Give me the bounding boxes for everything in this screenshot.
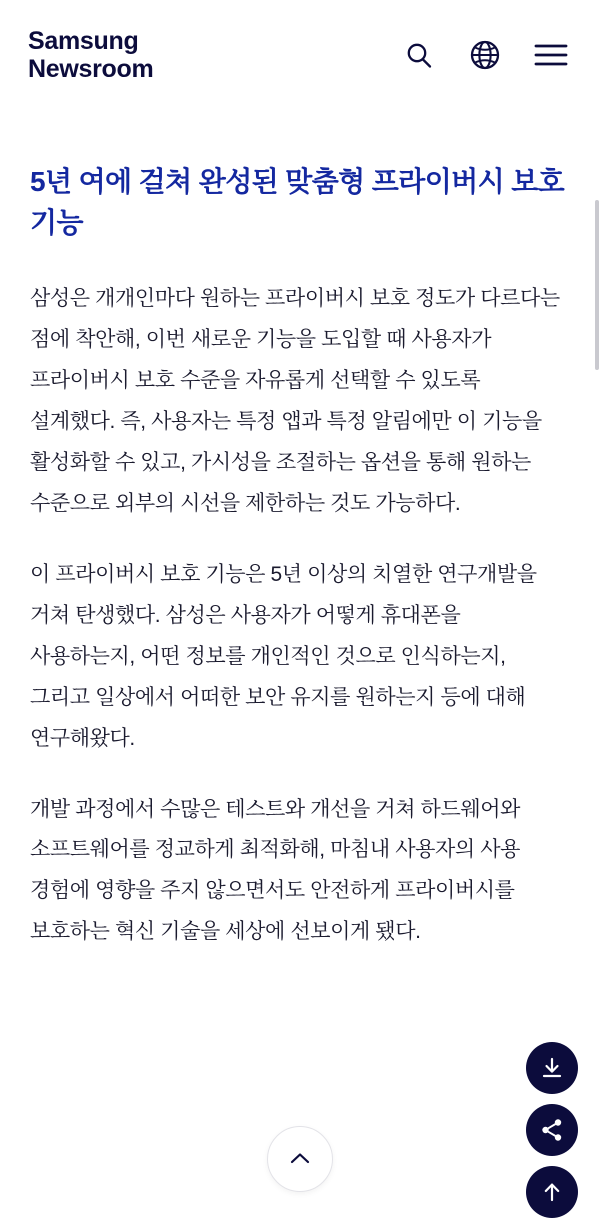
article-paragraph: 삼성은 개개인마다 원하는 프라이버시 보호 정도가 다르다는 점에 착안해, 이번 새로운 기능을 도입할 때 사용자가 프라이버시 보호 수준을 자유롭게 선택할 수 있도록 설계했다. 즉, 사용자는 특정 앱과 특정 알림에만 이 기능을 활성화할 수 있고, 가시성을 조절하는 옵션을 통해 원하는 수준으로 외부의 시선을 제한하는 것도 가능하다.	[30, 287, 560, 515]
share-icon	[539, 1117, 565, 1143]
chevron-up-icon	[285, 1144, 315, 1174]
article-paragraph: 이 프라이버시 보호 기능은 5년 이상의 치열한 연구개발을 거쳐 탄생했다. 삼성은 사용자가 어떻게 휴대폰을 사용하는지, 어떤 정보를 개인적인 것으로 인식하는지, 그리고 일상에서 어떠한 보안 유지를 원하는지 등에 대해 연구해왔다.	[30, 562, 537, 750]
scrollbar-thumb[interactable]	[595, 200, 599, 370]
article-content	[0, 110, 600, 953]
arrow-up-icon	[539, 1179, 565, 1205]
scroll-up-pill-button[interactable]	[267, 1126, 333, 1192]
download-icon	[539, 1055, 565, 1081]
share-button[interactable]	[526, 1104, 578, 1156]
page-title: 5년 여에 걸쳐 완성된 맞춤형 프라이버시 보호 기능	[30, 166, 565, 238]
article-paragraph: 개발 과정에서 수많은 테스트와 개선을 거쳐 하드웨어와 소프트웨어를 정교하게 최적화해, 마침내 사용자의 사용 경험에 영향을 주지 않으면서도 안전하게 프라이버시를 보호하는 혁신 기술을 세상에 선보이게 됐다.	[30, 797, 520, 944]
page-scrollbar[interactable]	[595, 0, 600, 1230]
brand-line-1: Samsung	[28, 27, 139, 55]
scroll-to-top-button[interactable]	[526, 1166, 578, 1218]
brand-line-2: Newsroom	[28, 55, 154, 83]
search-icon[interactable]	[402, 38, 436, 72]
hamburger-menu-icon[interactable]	[534, 38, 568, 72]
globe-icon[interactable]	[468, 38, 502, 72]
site-logo[interactable]	[28, 27, 153, 83]
header-actions	[402, 38, 572, 72]
site-header	[0, 0, 600, 110]
download-button[interactable]	[526, 1042, 578, 1094]
